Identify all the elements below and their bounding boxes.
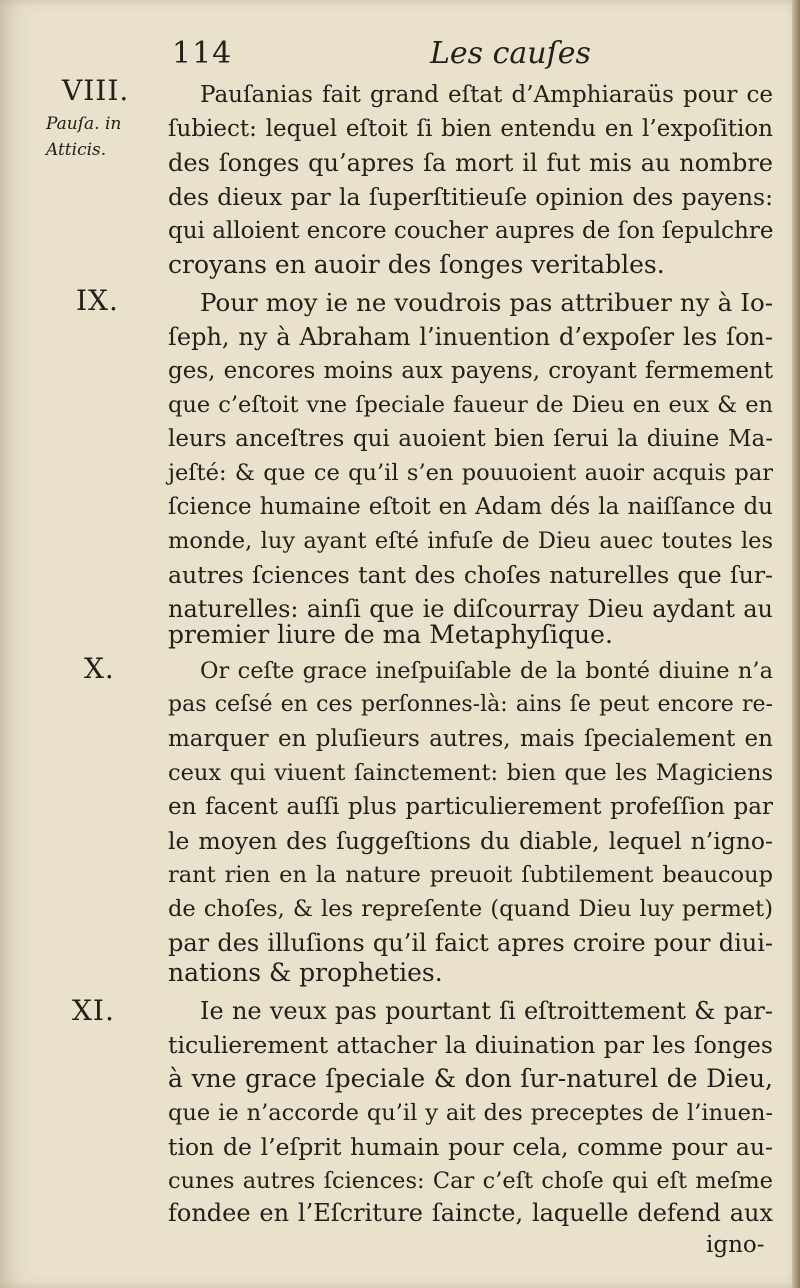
text-line: cunes autres ſciences: Car c’eſt choſe qui eſt meſme [168,1168,773,1194]
catchword: igno- [706,1232,765,1258]
text-line: en facent auſſi plus particulierement profeſſion par [168,794,773,820]
text-line: Ie ne veux pas pourtant ſi eſtroittement & par- [200,997,773,1025]
text-line: pas ceſsé en ces perſonnes-là: ains ſe peut encore re- [168,692,773,717]
text-line: monde, luy ayant eſté infuſe de Dieu auec toutes les [168,528,773,554]
text-line: premier liure de ma Metaphyſique. [168,620,613,649]
text-line: ceux qui viuent ſainctement: bien que les Magiciens [168,760,773,786]
text-line: qui alloient encore coucher aupres de ſon ſepulchre [168,218,774,244]
text-line: des ſonges qu’apres ſa mort il fut mis au nombre [168,149,773,177]
page-number: 114 [172,36,233,71]
text-line: par des illuſions qu’il faict apres croire pour diui- [168,929,773,957]
section-number-ix: IX. [76,284,119,317]
text-line: que ie n’accorde qu’il y ait des preceptes de l’inuen- [168,1100,773,1126]
margin-citation-2: Atticis. [46,140,107,160]
text-line: ſubiect: lequel eſtoit ſi bien entendu en l’expoſition [168,116,773,142]
text-line: ges, encores moins aux payens, croyant fermement [168,358,773,384]
text-line: le moyen des ſuggeſtions du diable, lequel n’igno- [168,827,773,855]
text-line: des dieux par la ſuperſtitieuſe opinion des payens: [168,183,773,211]
section-number-x: X. [84,652,115,685]
text-line: naturelles: ainſi que ie diſcourray Dieu aydant au [168,595,773,623]
text-line: fondee en l’Eſcriture ſaincte, laquelle defend aux [168,1199,773,1227]
text-line: jeſté: & que ce qu’il s’en pouuoient auoir acquis par [168,460,773,486]
section-number-xi: XI. [72,994,115,1027]
page-edge [792,0,800,1288]
section-number-viii: VIII. [62,74,130,107]
text-line: Pour moy ie ne voudrois pas attribuer ny à Io- [200,288,773,317]
text-line: tion de l’eſprit humain pour cela, comme pour au- [168,1133,773,1161]
text-line: ſcience humaine eſtoit en Adam dés la naiſſance du [168,494,773,520]
page-header [0,36,800,76]
text-line: ticulierement attacher la diuination par les ſonges [168,1031,773,1059]
text-line: Pauſanias fait grand eſtat d’Amphiaraüs pour ce [200,82,773,108]
text-line: nations & propheties. [168,958,443,987]
text-line: Or ceſte grace ineſpuiſable de la bonté diuine n’a [200,658,773,684]
text-line: ſeph, ny à Abraham l’inuention d’expoſer les ſon- [168,323,773,351]
text-line: à vne grace ſpeciale & don ſur-naturel de Dieu, [168,1064,773,1093]
running-title: Les cauſes [430,36,591,71]
text-line: leurs anceſtres qui auoient bien ſerui la diuine Ma- [168,426,773,452]
text-line: croyans en auoir des ſonges veritables. [168,250,665,279]
text-line: autres ſciences tant des choſes naturelles que ſur- [168,561,773,589]
text-line: de choſes, & les repreſente (quand Dieu luy permet) [168,896,773,922]
text-line: rant rien en la nature preuoit ſubtilement beaucoup [168,862,773,888]
text-line: que c’eſtoit vne ſpeciale faueur de Dieu en eux & en [168,392,773,418]
margin-citation-1: Pauſa. in [46,114,122,134]
text-line: marquer en pluſieurs autres, mais ſpecialement en [168,726,773,752]
